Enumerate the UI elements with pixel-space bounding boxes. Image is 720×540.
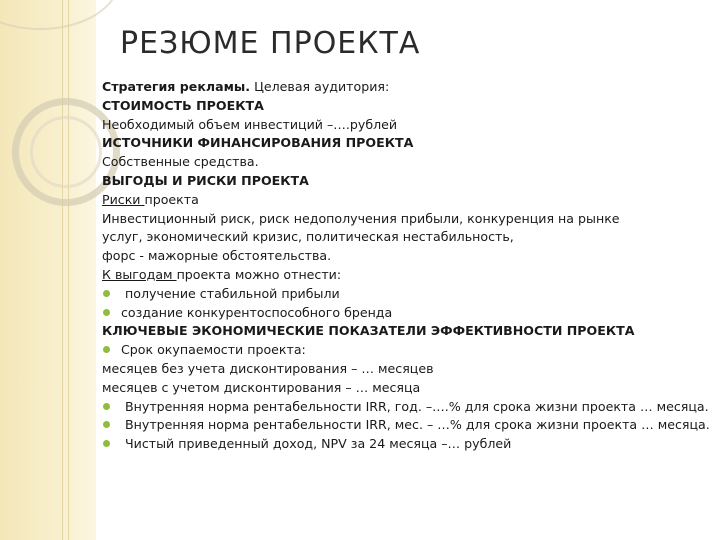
bullet-icon bbox=[103, 309, 110, 316]
risks-text: проекта bbox=[144, 191, 199, 207]
list-item-text: Чистый приведенный доход, NPV за 24 месяца –… рублей bbox=[121, 436, 512, 452]
decorative-side-band bbox=[0, 0, 96, 540]
line-investment: Необходимый объем инвестиций –….рублей bbox=[102, 116, 398, 132]
list-item bbox=[102, 341, 714, 360]
line-benefits bbox=[102, 266, 714, 285]
list-item bbox=[102, 416, 714, 435]
slide-title: РЕЗЮМЕ ПРОЕКТА bbox=[120, 26, 421, 61]
heading-funding: ИСТОЧНИКИ ФИНАНСИРОВАНИЯ ПРОЕКТА bbox=[102, 135, 414, 151]
risks-label: Риски bbox=[102, 191, 145, 207]
line-risk-1: Инвестиционный риск, риск недополучения прибыли, конкуренция на рынке bbox=[102, 210, 620, 226]
line-payback-1: месяцев без учета дисконтирования – … месяцев bbox=[102, 360, 434, 376]
ad-strategy-label: Стратегия рекламы. bbox=[102, 79, 251, 94]
list-item-text: Внутренняя норма рентабельности IRR, мес. – …% для срока жизни проекта … месяца. bbox=[121, 417, 710, 433]
heading-benefits-risks: ВЫГОДЫ И РИСКИ ПРОЕКТА bbox=[102, 172, 309, 188]
decor-line bbox=[68, 0, 69, 540]
list-item bbox=[102, 398, 714, 417]
heading-key-indicators: КЛЮЧЕВЫЕ ЭКОНОМИЧЕСКИЕ ПОКАЗАТЕЛИ ЭФФЕКТИВНОСТИ ПРОЕКТА bbox=[102, 323, 635, 339]
list-item-text: создание конкурентоспособного бренда bbox=[121, 304, 393, 320]
decor-line bbox=[62, 0, 63, 540]
line-own-funds: Собственные средства. bbox=[102, 154, 259, 170]
bullet-icon bbox=[103, 346, 110, 353]
line-payback-2: месяцев с учетом дисконтирования – … месяца bbox=[102, 379, 421, 395]
list-item bbox=[102, 435, 714, 454]
list-item-text: получение стабильной прибыли bbox=[121, 285, 340, 301]
decorative-ring-inner bbox=[30, 116, 102, 188]
bullet-icon bbox=[103, 403, 110, 410]
bullet-icon bbox=[103, 440, 110, 447]
line-risk-2: услуг, экономический кризис, политическая нестабильность, bbox=[102, 229, 514, 245]
list-item-text: Срок окупаемости проекта: bbox=[121, 342, 306, 358]
heading-cost: СТОИМОСТЬ ПРОЕКТА bbox=[102, 97, 264, 113]
line-risks bbox=[102, 191, 714, 210]
benefits-text: проекта можно отнести: bbox=[176, 266, 342, 282]
benefits-label: К выгодам bbox=[102, 266, 177, 282]
ad-strategy-text: Целевая аудитория: bbox=[250, 79, 390, 94]
list-item bbox=[102, 285, 714, 304]
list-item-text: Внутренняя норма рентабельности IRR, год. –….% для срока жизни проекта … месяца. bbox=[121, 398, 709, 414]
list-item bbox=[102, 304, 714, 323]
line-risk-3: форс - мажорные обстоятельства. bbox=[102, 248, 332, 264]
bullet-icon bbox=[103, 290, 110, 297]
decorative-arc bbox=[0, 0, 120, 30]
line-ad-strategy bbox=[102, 78, 714, 97]
bullet-icon bbox=[103, 421, 110, 428]
slide-body bbox=[102, 78, 714, 454]
